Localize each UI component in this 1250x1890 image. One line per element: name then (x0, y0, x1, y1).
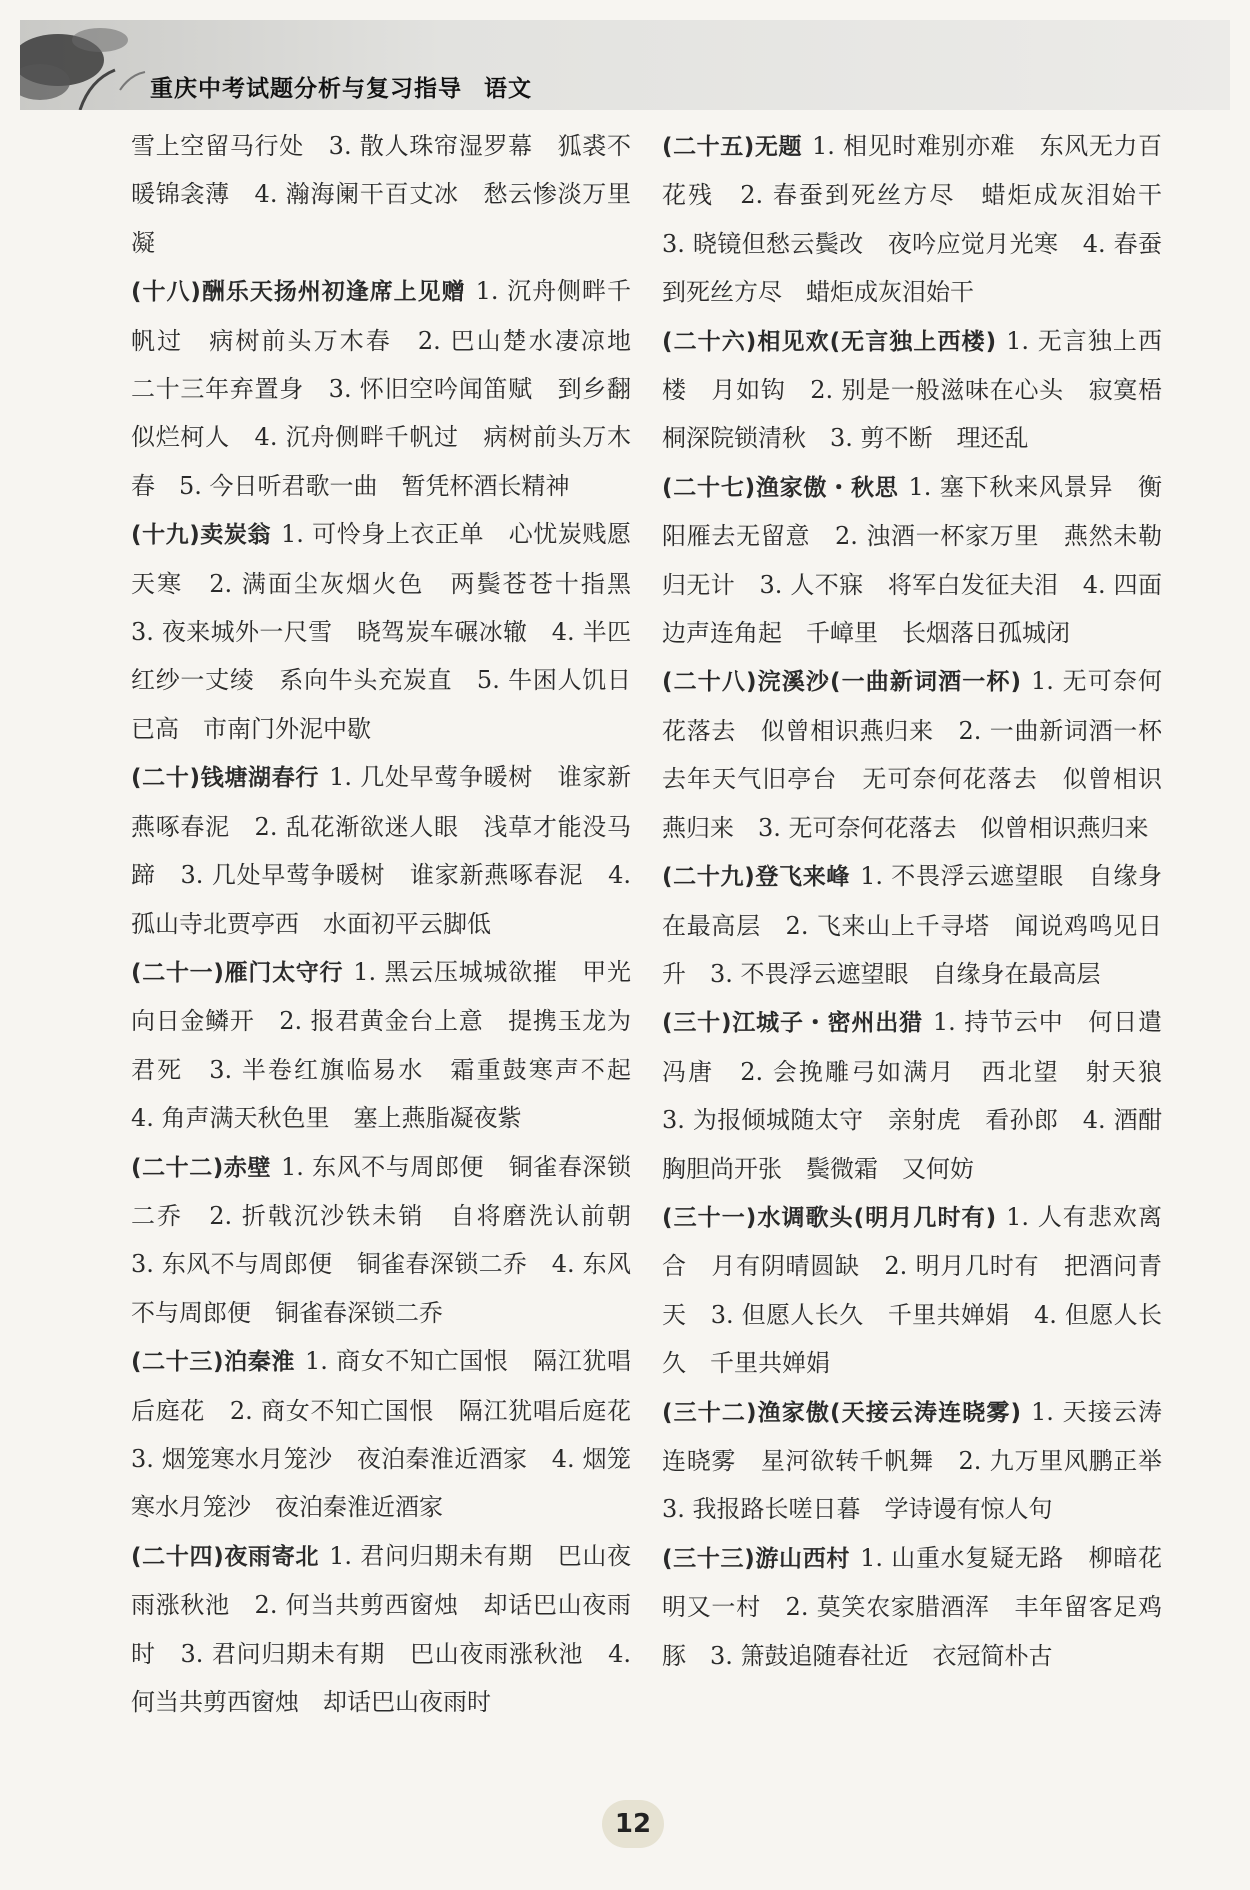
entry-title: (三十三)游山西村 (662, 1545, 851, 1572)
entry-title: (三十)江城子・密州出猎 (662, 1010, 923, 1037)
answer-entry (131, 1532, 631, 1727)
answer-entry (662, 998, 1186, 1193)
page-header (20, 20, 1230, 110)
entry-text: 1. 人有悲欢离合 月有阴晴圆缺 2. 明月几时有 把酒问青天 3. 但愿人长久 千里共婵娟 4. 但愿人长久 千里共婵娟 (662, 1202, 1163, 1378)
left-column (131, 122, 655, 1726)
entry-text: 1. 持节云中 何日遣冯唐 2. 会挽雕弓如满月 西北望 射天狼 3. 为报倾城随太守 亲射虎 看孙郎 4. 酒酣胸胆尚开张 鬓微霜 又何妨 (662, 1008, 1186, 1183)
entry-title: (二十二)赤壁 (131, 1154, 272, 1181)
right-column (662, 122, 1186, 1680)
entry-text: 1. 无可奈何花落去 似曾相识燕归来 2. 一曲新词酒一杯 去年天气旧亭台 无可奈何花落去 似曾相识燕归来 3. 无可奈何花落去 似曾相识燕归来 (662, 667, 1186, 842)
entry-text: 1. 相见时难别亦难 东风无力百花残 2. 春蚕到死丝方尽 蜡炬成灰泪始干 3. 晓镜但愁云鬓改 夜吟应觉月光寒 4. 春蚕到死丝方尽 蜡炬成灰泪始干 (662, 132, 1186, 307)
entry-text: 1. 商女不知亡国恨 隔江犹唱后庭花 2. 商女不知亡国恨 隔江犹唱后庭花 3. 烟笼寒水月笼沙 夜泊秦淮近酒家 4. 烟笼寒水月笼沙 夜泊秦淮近酒家 (131, 1347, 655, 1522)
entry-text: 1. 沉舟侧畔千帆过 病树前头万木春 2. 巴山楚水凄凉地 二十三年弃置身 3. 怀旧空吟闻笛赋 到乡翻似烂柯人 4. 沉舟侧畔千帆过 病树前头万木春 5. 今日听君歌一曲 暂凭杯酒长精神 (131, 277, 655, 500)
entry-title: (二十四)夜雨寄北 (131, 1543, 320, 1570)
answer-entry (131, 753, 631, 948)
entry-text: 1. 不畏浮云遮望眼 自缘身在最高层 2. 飞来山上千寻塔 闻说鸡鸣见日升 3. 不畏浮云遮望眼 自缘身在最高层 (662, 862, 1162, 988)
entry-title: (二十一)雁门太守行 (131, 959, 344, 986)
answer-entry (662, 122, 1186, 317)
entry-title: (三十一)水调歌头(明月几时有) (662, 1204, 997, 1231)
entry-title: (二十八)浣溪沙(一曲新词酒一杯) (662, 669, 1021, 696)
entry-text: 雪上空留马行处 3. 散人珠帘湿罗幕 狐裘不暖锦衾薄 4. 瀚海阑干百丈冰 愁云惨淡万里凝 (131, 132, 631, 257)
answer-entry (131, 948, 655, 1143)
answer-entry (131, 122, 631, 267)
answer-entry (662, 1193, 1162, 1388)
answer-entry (131, 1143, 655, 1338)
entry-text: 1. 东风不与周郎便 铜雀春深锁二乔 2. 折戟沉沙铁未销 自将磨洗认前朝 3. 东风不与周郎便 铜雀春深锁二乔 4. 东风不与周郎便 铜雀春深锁二乔 (131, 1152, 655, 1327)
answer-entry (131, 267, 655, 510)
entry-text: 1. 可怜身上衣正单 心忧炭贱愿天寒 2. 满面尘灰烟火色 两鬓苍苍十指黑 3. 夜来城外一尺雪 晓驾炭车碾冰辙 4. 半匹红纱一丈绫 系向牛头充炭直 5. 牛困人饥日已高 市南门外泥中歇 (131, 520, 655, 743)
entry-text: 1. 塞下秋来风景异 衡阳雁去无留意 2. 浊酒一杯家万里 燕然未勒归无计 3. 人不寐 将军白发征夫泪 4. 四面边声连角起 千嶂里 长烟落日孤城闭 (662, 472, 1162, 648)
answer-entry (662, 852, 1162, 998)
book-title (150, 70, 532, 103)
answer-entry (662, 1534, 1162, 1680)
answer-entry (662, 657, 1186, 852)
entry-text: 1. 天接云涛连晓雾 星河欲转千帆舞 2. 九万里风鹏正举 3. 我报路长嗟日暮 学诗谩有惊人句 (662, 1397, 1186, 1524)
answer-entry (131, 1337, 655, 1532)
entry-title: (二十六)相见欢(无言独上西楼) (662, 328, 997, 355)
entry-title: (二十九)登飞来峰 (662, 864, 851, 891)
entry-title: (三十二)渔家傲(天接云涛连晓雾) (662, 1399, 1021, 1426)
subject-label: 语文 (484, 76, 532, 102)
answer-entry (662, 317, 1162, 463)
answer-entry (131, 510, 655, 753)
page-number: 12 (602, 1800, 664, 1848)
ink-lotus-decoration (20, 20, 150, 110)
answer-entry (662, 1388, 1186, 1534)
entry-title: (二十五)无题 (662, 134, 803, 160)
entry-text: 1. 君问归期未有期 巴山夜雨涨秋池 2. 何当共剪西窗烛 却话巴山夜雨时 3. 君问归期未有期 巴山夜雨涨秋池 4. 何当共剪西窗烛 却话巴山夜雨时 (131, 1541, 631, 1716)
book-title-text: 重庆中考试题分析与复习指导 (150, 76, 462, 102)
entry-title: (十九)卖炭翁 (131, 522, 272, 549)
entry-title: (二十三)泊秦淮 (131, 1349, 295, 1376)
entry-title: (二十七)渔家傲・秋思 (662, 474, 899, 501)
entry-text: 1. 无言独上西楼 月如钩 2. 别是一般滋味在心头 寂寞梧桐深院锁清秋 3. 剪不断 理还乱 (662, 326, 1163, 453)
answer-entry (662, 463, 1162, 658)
entry-title: (十八)酬乐天扬州初逢席上见赠 (131, 279, 466, 306)
entry-text: 1. 几处早莺争暖树 谁家新燕啄春泥 2. 乱花渐欲迷人眼 浅草才能没马蹄 3. 几处早莺争暖树 谁家新燕啄春泥 4. 孤山寺北贾亭西 水面初平云脚低 (131, 763, 631, 938)
entry-text: 1. 山重水复疑无路 柳暗花明又一村 2. 莫笑农家腊酒浑 丰年留客足鸡豚 3. 箫鼓追随春社近 衣冠简朴古 (662, 1543, 1162, 1670)
entry-text: 1. 黑云压城城欲摧 甲光向日金鳞开 2. 报君黄金台上意 提携玉龙为君死 3. 半卷红旗临易水 霜重鼓寒声不起 4. 角声满天秋色里 塞上燕脂凝夜紫 (131, 957, 655, 1133)
entry-title: (二十)钱塘湖春行 (131, 765, 320, 792)
